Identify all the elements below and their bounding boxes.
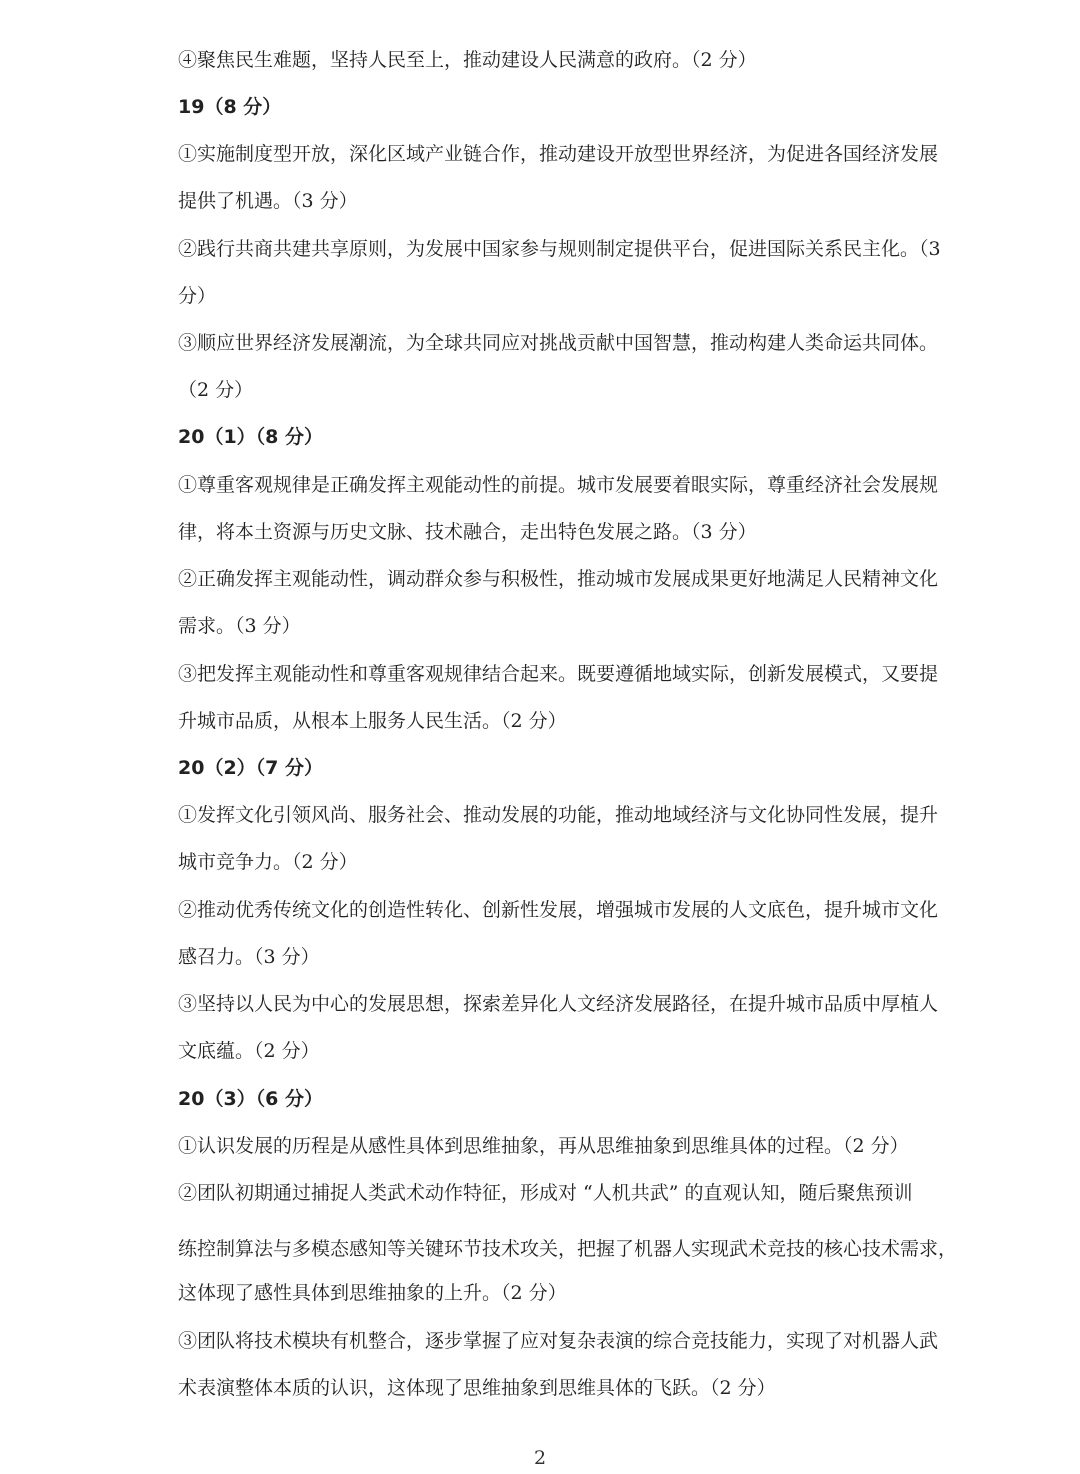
answer-line: 文底蕴。（2 分）	[178, 1040, 320, 1062]
section-heading: 20（3）（6 分）	[178, 1088, 323, 1110]
section-heading: 20（2）（7 分）	[178, 757, 323, 779]
answer-line: 需求。（3 分）	[178, 615, 301, 637]
answer-line: （2 分）	[178, 379, 254, 401]
answer-line: ②团队初期通过捕捉人类武术动作特征，形成对 “人机共武” 的直观认知，随后聚焦预训	[178, 1182, 913, 1204]
answer-line: ①发挥文化引领风尚、服务社会、推动发展的功能，推动地域经济与文化协同性发展，提升	[178, 804, 939, 826]
answer-line: ④聚焦民生难题，坚持人民至上，推动建设人民满意的政府。（2 分）	[178, 49, 757, 71]
answer-line: ②推动优秀传统文化的创造性转化、创新性发展，增强城市发展的人文底色，提升城市文化	[178, 899, 939, 921]
section-heading: 20（1）（8 分）	[178, 426, 323, 448]
answer-line: ②正确发挥主观能动性，调动群众参与积极性，推动城市发展成果更好地满足人民精神文化	[178, 568, 939, 590]
answer-line: 练控制算法与多模态感知等关键环节技术攻关，把握了机器人实现武术竞技的核心技术需求，	[178, 1238, 958, 1260]
answer-line: ①认识发展的历程是从感性具体到思维抽象，再从思维抽象到思维具体的过程。（2 分）	[178, 1135, 909, 1157]
answer-line: ①实施制度型开放，深化区域产业链合作，推动建设开放型世界经济，为促进各国经济发展	[178, 143, 939, 165]
answer-line: 提供了机遇。（3 分）	[178, 190, 358, 212]
answer-line: 这体现了感性具体到思维抽象的上升。（2 分）	[178, 1282, 567, 1304]
page-number: 2	[533, 1447, 547, 1469]
answer-line: ③坚持以人民为中心的发展思想，探索差异化人文经济发展路径，在提升城市品质中厚植人	[178, 993, 939, 1015]
answer-line: ③把发挥主观能动性和尊重客观规律结合起来。既要遵循地域实际，创新发展模式，又要提	[178, 663, 939, 685]
answer-line: ①尊重客观规律是正确发挥主观能动性的前提。城市发展要着眼实际，尊重经济社会发展规	[178, 474, 939, 496]
answer-line: 升城市品质，从根本上服务人民生活。（2 分）	[178, 710, 567, 732]
answer-line: ②践行共商共建共享原则，为发展中国家参与规则制定提供平台，促进国际关系民主化。（3	[178, 238, 941, 260]
answer-line: ③团队将技术模块有机整合，逐步掌握了应对复杂表演的综合竞技能力，实现了对机器人武	[178, 1330, 939, 1352]
answer-line: 城市竞争力。（2 分）	[178, 851, 358, 873]
answer-line: 感召力。（3 分）	[178, 946, 320, 968]
answer-line: 分）	[178, 285, 217, 307]
answer-line: 律，将本土资源与历史文脉、技术融合，走出特色发展之路。（3 分）	[178, 521, 757, 543]
answer-line: ③顺应世界经济发展潮流，为全球共同应对挑战贡献中国智慧，推动构建人类命运共同体。	[178, 332, 939, 354]
section-heading: 19（8 分）	[178, 96, 282, 118]
answer-line: 术表演整体本质的认识，这体现了思维抽象到思维具体的飞跃。（2 分）	[178, 1377, 776, 1399]
